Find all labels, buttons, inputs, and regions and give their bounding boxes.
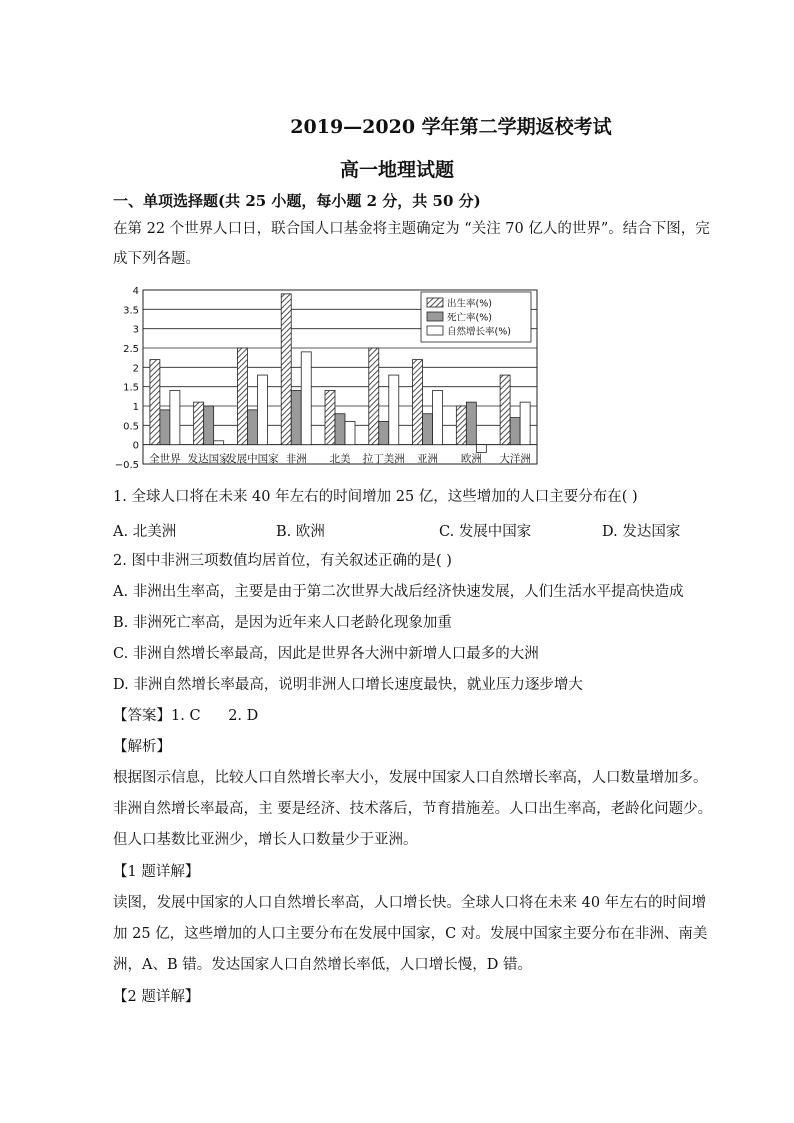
- death-rate-bar: [204, 406, 214, 445]
- category-label: 亚洲: [417, 453, 439, 465]
- x-axis-categories: [149, 452, 531, 465]
- birth-rate-bar: [150, 360, 160, 445]
- birth-rate-bar: [237, 348, 247, 445]
- analysis-line-3: 但人口基数比亚洲少，增长人口数量少于亚洲。: [113, 832, 418, 848]
- y-tick-label: 1: [132, 402, 139, 413]
- category-label: 欧洲: [460, 453, 482, 465]
- detail-1-tag: 【1 题详解】: [113, 864, 200, 880]
- detail-1-line-2: 加 25 亿，这些增加的人口主要分布在发展中国家，C 对。发展中国家主要分布在非洲、南美: [113, 926, 708, 942]
- growth-rate-bar: [257, 375, 267, 445]
- growth-rate-bar: [520, 402, 530, 445]
- detail-1-line-1: 读图，发展中国家的人口自然增长率高，人口增长快。全球人口将在未来 40 年左右的时间增: [113, 895, 707, 911]
- death-rate-bar: [335, 414, 345, 445]
- intro-line-2: 成下列各题。: [113, 251, 200, 267]
- death-rate-bar: [247, 410, 257, 445]
- q1-option-b[interactable]: B. 欧洲: [276, 524, 325, 540]
- birth-rate-bar: [281, 294, 291, 445]
- category-label: 全世界: [149, 453, 181, 465]
- legend-label: 自然增长率(%): [447, 326, 511, 338]
- y-tick-label: 0.5: [123, 421, 139, 433]
- category-label: 北美: [329, 453, 351, 465]
- birth-rate-bar: [500, 375, 510, 445]
- legend-swatch: [427, 298, 443, 307]
- detail-1-line-3: 洲，A、B 错。发达国家人口自然增长率低，人口增长慢，D 错。: [113, 957, 532, 973]
- intro-line-1: 在第 22 个世界人口日，联合国人口基金将主题确定为 “关注 70 亿人的世界”。结合下图，完: [113, 221, 710, 237]
- question-1-stem: 1. 全球人口将在未来 40 年左右的时间增加 25 亿，这些增加的人口主要分布在( ): [113, 489, 638, 505]
- growth-rate-bar: [476, 445, 486, 453]
- y-tick-label: 3.5: [123, 305, 139, 317]
- y-tick-label: 4: [132, 286, 139, 297]
- q1-option-d[interactable]: D. 发达国家: [602, 524, 681, 540]
- category-label: 发展中国家: [226, 453, 279, 465]
- category-label: 大洋洲: [499, 453, 531, 465]
- category-label: 拉丁美洲: [362, 453, 405, 465]
- growth-rate-bar: [214, 441, 224, 445]
- q2-option-b[interactable]: B. 非洲死亡率高，是因为近年来人口老龄化现象加重: [113, 615, 452, 631]
- birth-rate-bar: [369, 348, 379, 445]
- q1-option-a[interactable]: A. 北美洲: [113, 524, 177, 540]
- growth-rate-bar: [345, 421, 355, 444]
- y-tick-label: −0.5: [114, 460, 139, 470]
- analysis-tag: 【解析】: [113, 739, 171, 755]
- y-tick-label: 1.5: [123, 382, 139, 394]
- y-axis-ticks: [115, 286, 139, 470]
- birth-rate-bar: [194, 402, 204, 445]
- q1-option-c[interactable]: C. 发展中国家: [439, 524, 532, 540]
- growth-rate-bar: [301, 352, 311, 445]
- exam-subtitle: 高一地理试题: [339, 159, 454, 181]
- question-2-stem: 2. 图中非洲三项数值均居首位，有关叙述正确的是( ): [113, 553, 452, 569]
- legend-swatch: [427, 326, 443, 335]
- detail-2-tag: 【2 题详解】: [113, 989, 200, 1005]
- y-tick-label: 0: [132, 440, 139, 452]
- y-tick-label: 2: [132, 363, 139, 375]
- y-tick-label: 3: [132, 324, 139, 336]
- category-label: 发达国家: [187, 453, 230, 465]
- legend-swatch: [427, 312, 443, 321]
- chart-legend: [421, 292, 531, 342]
- death-rate-bar: [510, 418, 520, 445]
- answer-line: [113, 706, 258, 726]
- death-rate-bar: [379, 421, 389, 444]
- exam-title: 2019—2020 学年第二学期返校考试: [290, 116, 612, 138]
- answer-tag: 【答案】: [113, 708, 171, 724]
- growth-rate-bar: [170, 391, 180, 445]
- growth-rate-bar: [433, 391, 443, 445]
- section-heading: 一、单项选择题(共 25 小题，每小题 2 分，共 50 分): [113, 192, 481, 210]
- growth-rate-bar: [389, 375, 399, 445]
- q2-option-a[interactable]: A. 非洲出生率高，主要是由于第二次世界大战后经济快速发展，人们生活水平提高快造成: [113, 584, 684, 600]
- answer-text: 1. C 2. D: [171, 708, 259, 724]
- q2-option-d[interactable]: D. 非洲自然增长率最高，说明非洲人口增长速度最快，就业压力逐步增大: [113, 677, 583, 693]
- birth-rate-bar: [325, 391, 335, 445]
- birth-rate-bar: [413, 360, 423, 445]
- death-rate-bar: [291, 391, 301, 445]
- death-rate-bar: [423, 414, 433, 445]
- y-tick-label: 2.5: [123, 344, 139, 355]
- death-rate-bar: [160, 410, 170, 445]
- analysis-line-1: 根据图示信息，比较人口自然增长率大小，发展中国家人口自然增长率高，人口数量增加多。: [113, 770, 708, 786]
- legend-label: 死亡率(%): [447, 312, 492, 324]
- death-rate-bar: [466, 402, 476, 445]
- population-bar-chart: [113, 284, 543, 470]
- analysis-line-2: 非洲自然增长率最高，主 要是经济、技术落后，节育措施差。人口出生率高，老龄化问题少。: [113, 801, 713, 817]
- q2-option-c[interactable]: C. 非洲自然增长率最高，因此是世界各大洲中新增人口最多的大洲: [113, 646, 539, 662]
- category-label: 非洲: [285, 453, 307, 465]
- birth-rate-bar: [456, 406, 466, 445]
- legend-label: 出生率(%): [447, 298, 492, 310]
